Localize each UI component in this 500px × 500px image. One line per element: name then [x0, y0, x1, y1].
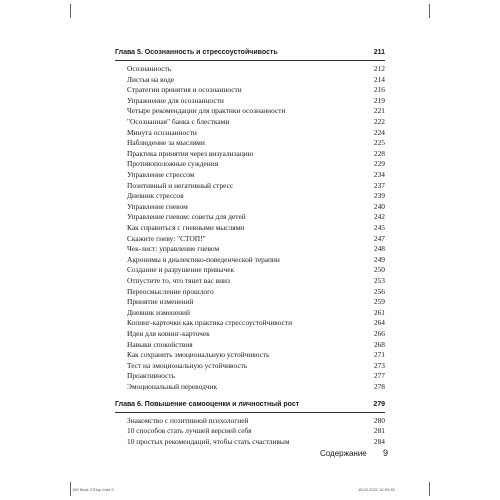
- toc-entry: [115, 297, 385, 308]
- chapter-title: Глава 5. Осознанность и стрессоустойчивость: [115, 49, 278, 56]
- toc-entry-page: 216: [373, 85, 385, 95]
- toc-entry-page: 268: [373, 339, 385, 349]
- toc-entry-page: 273: [373, 360, 385, 370]
- toc-entry: [115, 308, 385, 319]
- toc-entry-page: 284: [373, 436, 385, 446]
- chapter-entries: [115, 64, 385, 392]
- toc-entry-page: 247: [373, 233, 385, 243]
- toc-entry-page: 219: [373, 95, 385, 105]
- toc-entry: [115, 416, 385, 427]
- toc-entry-page: 245: [373, 223, 385, 232]
- toc-entry-page: 221: [373, 106, 385, 116]
- toc-entry-title: Переосмысление прошлого: [127, 286, 214, 296]
- toc-entry-page: 256: [373, 286, 385, 296]
- toc-entry-page: 264: [373, 318, 385, 328]
- toc-entry-page: 212: [373, 64, 385, 74]
- toc-entry: [115, 371, 385, 382]
- print-slug-left: 150 Most CS1sp.indd 9: [72, 487, 114, 492]
- toc-entry-title: Проактивность: [127, 371, 175, 381]
- toc-entry-title: Дневник изменений: [127, 307, 190, 317]
- toc-entry: [115, 255, 385, 266]
- toc-entry-page: 248: [373, 244, 385, 254]
- toc-entry-page: 253: [373, 275, 385, 285]
- toc-entry-page: 234: [373, 170, 385, 180]
- toc-entry-title: Копинг-карточки как практика стрессоустойчивости: [127, 318, 293, 328]
- chapter-page: 279: [373, 400, 385, 408]
- toc-entry: [115, 426, 385, 437]
- toc-entry: [115, 318, 385, 329]
- chapter-entries: [115, 416, 385, 448]
- toc-entry-page: 271: [373, 350, 385, 360]
- toc-entry-page: 224: [373, 127, 385, 137]
- toc-entry-title: Управление гневом: [127, 201, 188, 211]
- toc-entry-title: Управление гневом: советы для детей: [127, 212, 246, 222]
- toc-entry-page: 259: [373, 297, 385, 307]
- toc-entry: [115, 191, 385, 202]
- toc-entry: [115, 128, 385, 139]
- toc-entry-page: 239: [373, 191, 385, 201]
- print-slug-right: 18.02.2021 16:59:35: [358, 487, 395, 492]
- toc-entry: [115, 149, 385, 160]
- toc-entry-title: Тест на эмоциональную устойчивость: [127, 360, 248, 370]
- toc-entry-title: Скажите гневу: "СТОП!": [127, 233, 206, 243]
- toc-entry-title: Знакомство с позитивной психологией: [127, 415, 249, 425]
- toc-entry-title: Чек-лист: управление гневом: [127, 244, 220, 254]
- toc-entry: [115, 64, 385, 75]
- toc-entry-title: Как сохранить эмоциональную устойчивость: [127, 350, 270, 360]
- toc-entry: [115, 117, 385, 128]
- toc-entry-page: 222: [373, 117, 385, 127]
- toc-entry: [115, 159, 385, 170]
- toc-entry: [115, 96, 385, 107]
- crop-mark: [429, 4, 430, 18]
- toc-entry-page: 280: [373, 415, 385, 425]
- chapter-title: Глава 6. Повышение самооценки и личностный рост: [115, 400, 300, 408]
- toc-entry-title: Как справиться с гневными мыслями: [127, 223, 245, 232]
- toc-entry-title: "Осознанная" банка с блестками: [127, 117, 230, 127]
- footer-section-title: Содержание: [320, 449, 367, 458]
- toc-entry: [115, 244, 385, 255]
- toc-entry-page: 261: [373, 307, 385, 317]
- toc-entry-title: Навыки спокойствия: [127, 339, 193, 349]
- toc-entry: [115, 329, 385, 340]
- toc-entry: [115, 202, 385, 213]
- crop-mark: [70, 482, 71, 496]
- chapter-page: 211: [373, 49, 385, 56]
- toc-entry: [115, 361, 385, 372]
- toc-entry: [115, 138, 385, 149]
- toc-entry-title: Минута осознанности: [127, 127, 197, 137]
- toc-entry-title: Дневник стрессов: [127, 191, 184, 201]
- toc-entry: [115, 212, 385, 223]
- toc-entry: [115, 287, 385, 298]
- toc-entry-title: Стратегии принятия и осознанности: [127, 85, 242, 95]
- page-footer: [320, 448, 388, 458]
- toc-entry-title: Отпустите то, что тянет вас вниз: [127, 275, 230, 285]
- toc-entry-page: 228: [373, 148, 385, 158]
- toc-entry: [115, 106, 385, 117]
- chapter-heading: [115, 400, 385, 411]
- toc-entry-page: 214: [373, 74, 385, 84]
- toc-entry-page: 281: [373, 426, 385, 436]
- toc-entry-page: 249: [373, 254, 385, 264]
- toc-entry-title: Наблюдение за мыслями: [127, 138, 205, 148]
- toc-entry-title: Противоположные суждения: [127, 159, 219, 169]
- chapter-heading: [115, 48, 385, 59]
- toc-entry-page: 266: [373, 328, 385, 338]
- table-of-contents: [115, 48, 385, 447]
- toc-entry: [115, 85, 385, 96]
- toc-entry-title: 10 способов стать лучшей версией себя: [127, 426, 252, 436]
- toc-entry-title: Управление стрессом: [127, 170, 195, 180]
- toc-entry-title: Практика принятия через визуализацию: [127, 148, 254, 158]
- toc-entry: [115, 350, 385, 361]
- toc-entry-title: Осознанность: [127, 64, 172, 74]
- toc-entry-page: 237: [373, 180, 385, 190]
- toc-entry-title: Принятие изменений: [127, 297, 194, 307]
- toc-entry: [115, 75, 385, 86]
- toc-entry: [115, 437, 385, 448]
- toc-entry: [115, 181, 385, 192]
- toc-entry-title: Акронимы в диалектико-поведенческой терапии: [127, 254, 280, 264]
- page-number: 9: [383, 448, 389, 458]
- toc-entry-title: 10 простых рекомендаций, чтобы стать счастливым: [127, 436, 290, 446]
- toc-entry-title: Листья на воде: [127, 74, 175, 84]
- toc-entry-page: 277: [373, 371, 385, 381]
- toc-entry-title: Идеи для копинг-карточек: [127, 328, 210, 338]
- toc-entry-page: 242: [373, 212, 385, 222]
- toc-entry: [115, 382, 385, 393]
- crop-mark: [429, 482, 430, 496]
- toc-entry: [115, 340, 385, 351]
- toc-entry-title: Позитивный и негативный стресс: [127, 180, 234, 190]
- toc-entry-page: 240: [373, 201, 385, 211]
- toc-entry-title: Упражнение для осознанности: [127, 95, 224, 105]
- toc-entry-title: Четыре рекомендации для практики осознанности: [127, 106, 286, 116]
- crop-mark: [70, 4, 71, 18]
- toc-entry-title: Эмоциональный переводчик: [127, 381, 218, 391]
- toc-entry-title: Создание и разрушение привычек: [127, 265, 235, 275]
- toc-entry-page: 229: [373, 159, 385, 169]
- toc-entry: [115, 170, 385, 181]
- toc-entry: [115, 223, 385, 234]
- chapter-rule: [115, 412, 385, 413]
- chapter-rule: [115, 60, 385, 61]
- toc-entry: [115, 265, 385, 276]
- toc-entry-page: 225: [373, 138, 385, 148]
- toc-entry-page: 250: [373, 265, 385, 275]
- toc-entry-page: 278: [373, 381, 385, 391]
- toc-entry: [115, 234, 385, 245]
- toc-entry: [115, 276, 385, 287]
